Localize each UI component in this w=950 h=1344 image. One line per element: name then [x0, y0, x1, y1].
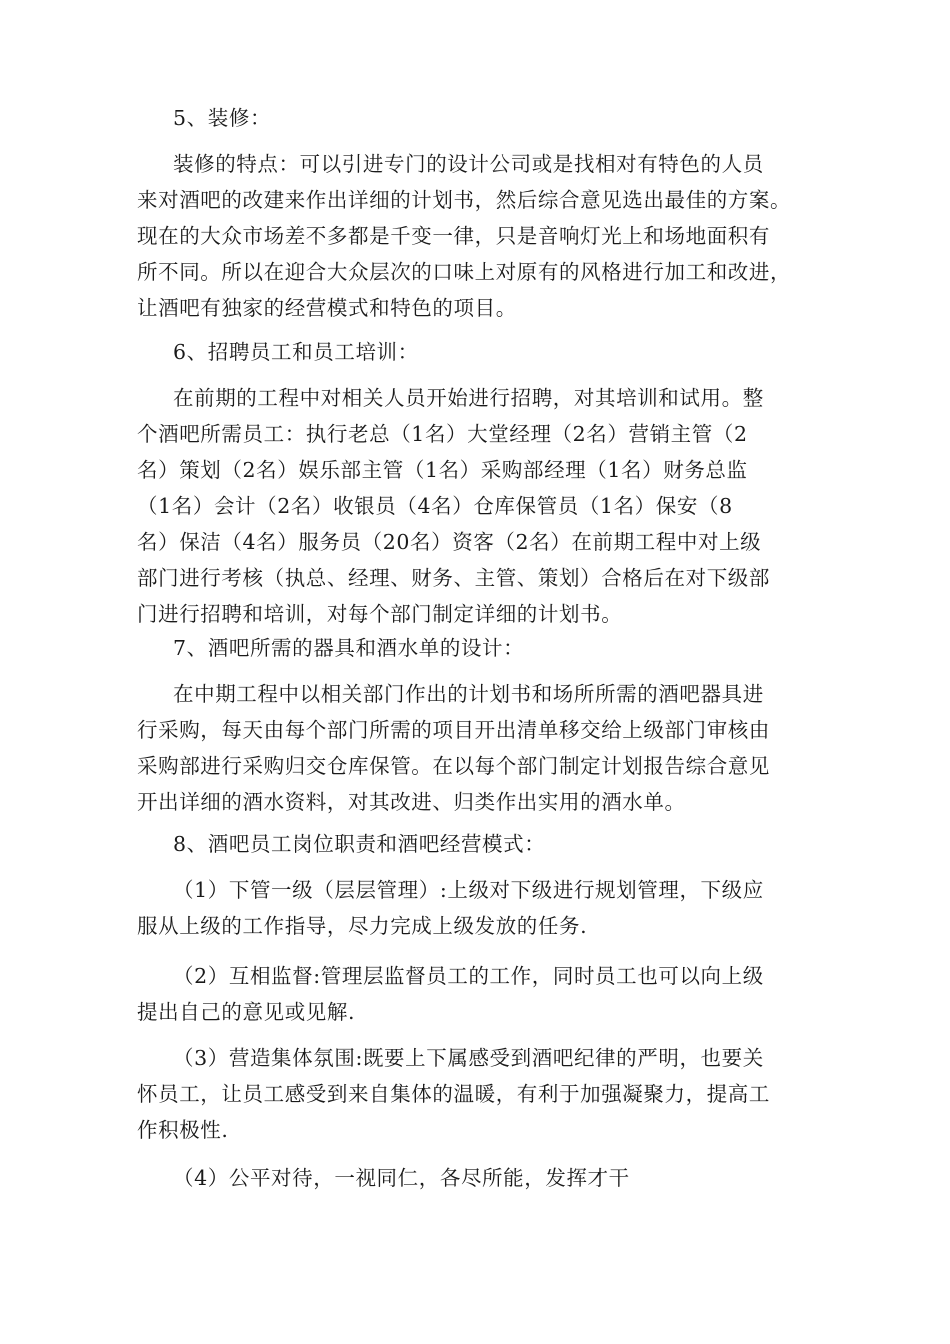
paragraph-line: 名）保洁（4名）服务员（20名）资客（2名）在前期工程中对上级 [137, 530, 762, 554]
paragraph-line: 个酒吧所需员工：执行老总（1名）大堂经理（2名）营销主管（2 [137, 422, 748, 446]
section-5-paragraph [137, 146, 813, 326]
section-7-heading [137, 630, 813, 666]
paragraph-line: 现在的大众市场差不多都是千变一律，只是音响灯光上和场地面积有 [137, 224, 770, 248]
section-6-paragraph [137, 380, 813, 632]
list-item-line: （4）公平对待，一视同仁，各尽所能，发挥才干 [173, 1166, 630, 1190]
list-item-line: 怀员工，让员工感受到来自集体的温暖，有利于加强凝聚力，提高工 [137, 1082, 770, 1106]
list-item-line: （1）下管一级（层层管理）:上级对下级进行规划管理，下级应 [173, 878, 764, 902]
paragraph-line: 采购部进行采购归交仓库保管。在以每个部门制定计划报告综合意见 [137, 754, 770, 778]
heading-text: 5、装修： [173, 106, 272, 130]
list-item-line: 服从上级的工作指导，尽力完成上级发放的任务. [137, 914, 588, 938]
section-6-heading [137, 334, 813, 370]
section-8-item-2 [137, 958, 813, 1030]
section-8-item-3 [137, 1040, 813, 1148]
paragraph-line: 来对酒吧的改建来作出详细的计划书，然后综合意见选出最佳的方案。 [137, 188, 792, 212]
section-5-heading [137, 100, 813, 136]
section-7-paragraph [137, 676, 813, 820]
paragraph-line: 行采购，每天由每个部门所需的项目开出清单移交给上级部门审核由 [137, 718, 770, 742]
list-item-line: （2）互相监督:管理层监督员工的工作，同时员工也可以向上级 [173, 964, 764, 988]
paragraph-line: 让酒吧有独家的经营模式和特色的项目。 [137, 296, 517, 320]
paragraph-line: 在前期的工程中对相关人员开始进行招聘，对其培训和试用。整 [173, 386, 764, 410]
paragraph-line: 在中期工程中以相关部门作出的计划书和场所所需的酒吧器具进 [173, 682, 764, 706]
list-item-line: （3）营造集体氛围:既要上下属感受到酒吧纪律的严明，也要关 [173, 1046, 764, 1070]
paragraph-line: 门进行招聘和培训，对每个部门制定详细的计划书。 [137, 602, 623, 626]
section-8-heading [137, 826, 813, 862]
heading-text: 6、招聘员工和员工培训： [173, 340, 419, 364]
paragraph-line: 部门进行考核（执总、经理、财务、主管、策划）合格后在对下级部 [137, 566, 770, 590]
paragraph-line: 名）策划（2名）娱乐部主管（1名）采购部经理（1名）财务总监 [137, 458, 748, 482]
paragraph-line: 装修的特点：可以引进专门的设计公司或是找相对有特色的人员 [173, 152, 764, 176]
list-item-line: 作积极性. [137, 1118, 229, 1142]
paragraph-line: （1名）会计（2名）收银员（4名）仓库保管员（1名）保安（8 [137, 494, 733, 518]
section-8-item-1 [137, 872, 813, 944]
paragraph-line: 开出详细的酒水资料，对其改进、归类作出实用的酒水单。 [137, 790, 686, 814]
list-item-line: 提出自己的意见或见解. [137, 1000, 356, 1024]
section-8-item-4 [137, 1160, 813, 1196]
heading-text: 8、酒吧员工岗位职责和酒吧经营模式： [173, 832, 546, 856]
heading-text: 7、酒吧所需的器具和酒水单的设计： [173, 636, 525, 660]
paragraph-line: 所不同。所以在迎合大众层次的口味上对原有的风格进行加工和改进， [137, 260, 792, 284]
